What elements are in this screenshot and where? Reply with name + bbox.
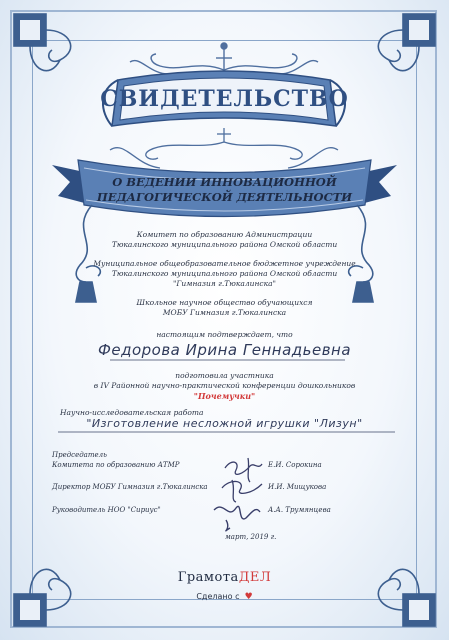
title-flourish <box>110 128 338 168</box>
prepared-text: подготовила участника <box>175 371 274 380</box>
signatory-1-role-line2: Комитета по образованию АТМР <box>52 461 180 469</box>
brand-logo <box>0 566 449 585</box>
school-line3: "Гимназия г.Тюкалинска" <box>172 279 277 288</box>
signatory-3-role-line2: Руководитель НОО "Сириус" <box>52 506 161 514</box>
signature-3 <box>214 506 260 530</box>
recipient-name: Федорова Ирина Геннадьевна <box>97 341 352 359</box>
certificate-title: СВИДЕТЕЛЬСТВО <box>100 86 349 112</box>
work-title: "Изготовление несложной игрушки "Лизун" <box>86 417 363 430</box>
signatory-1-role-line1: Председатель <box>52 451 107 459</box>
issuer-line2: Тюкалинского муниципального района Омской области <box>111 240 338 249</box>
brand-tagline <box>0 584 449 603</box>
conference-text: в IV Районной научно-практической конференции дошкольников <box>93 381 356 390</box>
signatory-1-name: Е.И. Сорокина <box>268 461 322 469</box>
brand-logo-part1: Грамота <box>177 570 239 585</box>
signatory-2-name: И.И. Мищукова <box>268 483 327 491</box>
brand-logo-part2: ДЕЛ <box>238 570 272 585</box>
heart-icon: ♥ <box>244 592 253 602</box>
brand-tagline-text: Сделано с <box>196 592 240 601</box>
school-line1: Муниципальное общеобразовательное бюджетное учреждение <box>93 259 356 268</box>
certificate-subtitle-line2: ПЕДАГОГИЧЕСКОЙ ДЕЯТЕЛЬНОСТИ <box>96 190 353 204</box>
work-label: Научно-исследовательская работа <box>60 408 204 417</box>
school-line2: Тюкалинского муниципального района Омской области <box>111 269 338 278</box>
issuer-line1: Комитет по образованию Администрации <box>136 230 313 239</box>
signature-1 <box>225 458 262 482</box>
confirm-text: настоящим подтверждает, что <box>156 330 293 339</box>
society-line2: МОБУ Гимназия г.Тюкалинска <box>162 308 287 317</box>
signatory-3-name: А.А. Трумянцева <box>268 506 331 514</box>
conference-name: "Почемучки" <box>193 391 256 401</box>
top-filigree <box>130 43 318 74</box>
corner-ornament-top-right <box>378 14 435 71</box>
corner-ornament-top-left <box>14 14 71 71</box>
certificate-subtitle-line1: О ВЕДЕНИИ ИННОВАЦИОННОЙ <box>112 175 337 189</box>
signatory-2-role-line2: Директор МОБУ Гимназия г.Тюкалинска <box>52 483 208 491</box>
issue-date: март, 2019 г. <box>225 533 277 541</box>
society-line1: Школьное научное общество обучающихся <box>136 298 313 307</box>
signature-2 <box>222 480 262 502</box>
